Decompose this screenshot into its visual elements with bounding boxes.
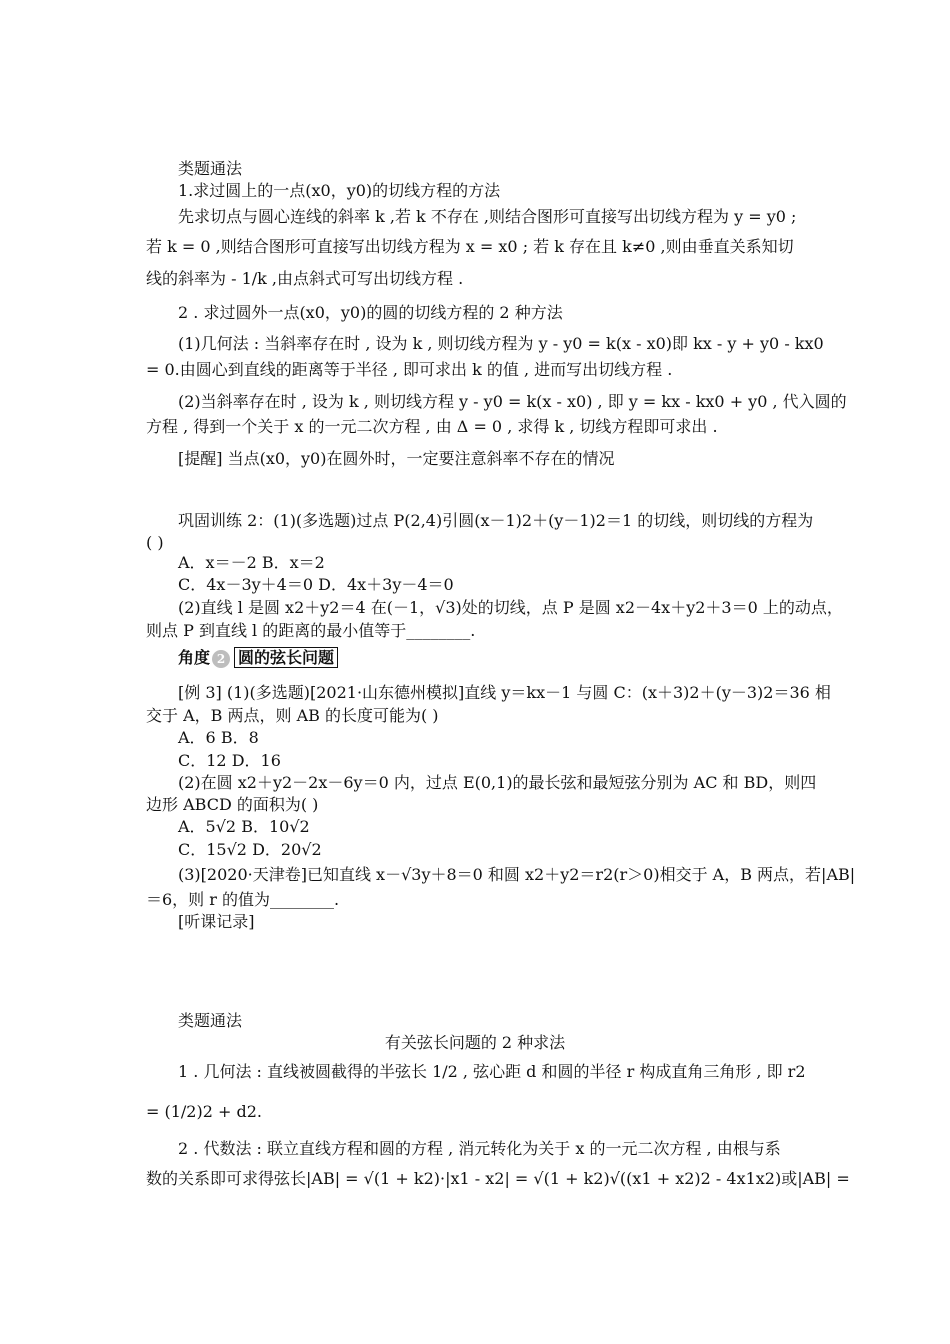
- method1-line3: 线的斜率为 - 1/k ,由点斜式可写出切线方程 .: [146, 269, 464, 288]
- chord-method2-line1: 2 . 代数法 : 联立直线方程和圆的方程 , 消元转化为关于 x 的一元二次方程 , 由根与系: [178, 1139, 781, 1158]
- example3-line2: 交于 A，B 两点，则 AB 的长度可能为( ): [146, 706, 439, 725]
- exercise2-options-ab: A．x＝－2 B．x＝2: [178, 553, 325, 572]
- example3-line1: [例 3] (1)(多选题)[2021·山东德州模拟]直线 y＝kx－1 与圆 C：(x＋3)2＋(y－3)2＝36 相: [178, 683, 831, 702]
- method1-line1: 先求切点与圆心连线的斜率 k ,若 k 不存在 ,则结合图形可直接写出切线方程为 y = y0 ;: [178, 207, 797, 226]
- chord-method1-line1: 1 . 几何法 : 直线被圆截得的半弦长 1/2 , 弦心距 d 和圆的半径 r 构成直角三角形 , 即 r2: [178, 1062, 806, 1081]
- exercise2-line2: ( ): [146, 533, 164, 552]
- reminder-note: [提醒] 当点(x0，y0)在圆外时，一定要注意斜率不存在的情况: [178, 449, 615, 468]
- method2-title: 2 . 求过圆外一点(x0，y0)的圆的切线方程的 2 种方法: [178, 303, 563, 322]
- chord-method1-line2: = (1/2)2 + d2.: [146, 1102, 262, 1121]
- example3-q3-line2: ＝6，则 r 的值为________.: [146, 890, 340, 909]
- lecture-notes-label: [听课记录]: [178, 912, 255, 931]
- exercise2-q2-line2: 则点 P 到直线 l 的距离的最小值等于________.: [146, 621, 476, 640]
- example3-options-ab: A．6 B．8: [178, 728, 259, 747]
- example3-q2-line1: (2)在圆 x2＋y2－2x－6y＝0 内，过点 E(0,1)的最长弦和最短弦分别为 AC 和 BD，则四: [178, 773, 817, 792]
- angle-number-badge: 2: [212, 650, 230, 668]
- example3-q2-options-cd: C．15√2 D．20√2: [178, 840, 322, 859]
- method1-title: 1.求过圆上的一点(x0，y0)的切线方程的方法: [178, 181, 501, 200]
- exercise2-line1: 巩固训练 2：(1)(多选题)过点 P(2,4)引圆(x－1)2＋(y－1)2＝1 的切线，则切线的方程为: [178, 511, 814, 530]
- example3-q2-line2: 边形 ABCD 的面积为( ): [146, 795, 319, 814]
- section2-heading: 类题通法: [178, 1011, 243, 1030]
- section2-title: 有关弦长问题的 2 种求法: [384, 1033, 566, 1052]
- chord-method2-line2: 数的关系即可求得弦长|AB| = √(1 + k2)·|x1 - x2| = √(1 + k2)√((x1 + x2)2 - 4x1x2)或|AB| =: [146, 1169, 850, 1188]
- section-heading: 类题通法: [178, 159, 243, 178]
- example3-q2-options-ab: A．5√2 B．10√2: [178, 817, 310, 836]
- exercise2-q2-line1: (2)直线 l 是圆 x2＋y2＝4 在(－1，√3)处的切线，点 P 是圆 x2－4x＋y2＋3＝0 上的动点，: [178, 598, 843, 617]
- angle-heading: [178, 647, 338, 669]
- example3-q3-line1: (3)[2020·天津卷]已知直线 x－√3y＋8＝0 和圆 x2＋y2＝r2(r＞0)相交于 A，B 两点，若|AB|: [178, 865, 856, 884]
- method2-part2-line2: 方程 , 得到一个关于 x 的一元二次方程 , 由 Δ = 0 , 求得 k , 切线方程即可求出 .: [146, 417, 718, 436]
- method2-part1-line1: (1)几何法 : 当斜率存在时 , 设为 k , 则切线方程为 y - y0 = k(x - x0)即 kx - y + y0 - kx0: [178, 334, 824, 353]
- method2-part1-line2: = 0.由圆心到直线的距离等于半径 , 即可求出 k 的值 , 进而写出切线方程 .: [146, 360, 673, 379]
- angle-title: 圆的弦长问题: [234, 647, 338, 668]
- exercise2-options-cd: C．4x－3y＋4＝0 D．4x＋3y－4＝0: [178, 575, 454, 594]
- example3-options-cd: C．12 D．16: [178, 751, 281, 770]
- method2-part2-line1: (2)当斜率存在时 , 设为 k , 则切线方程 y - y0 = k(x - x0) , 即 y = kx - kx0 + y0 , 代入圆的: [178, 392, 847, 411]
- method1-line2: 若 k = 0 ,则结合图形可直接写出切线方程为 x = x0 ; 若 k 存在且 k≠0 ,则由垂直关系知切: [146, 237, 794, 256]
- angle-label: 角度: [178, 648, 211, 667]
